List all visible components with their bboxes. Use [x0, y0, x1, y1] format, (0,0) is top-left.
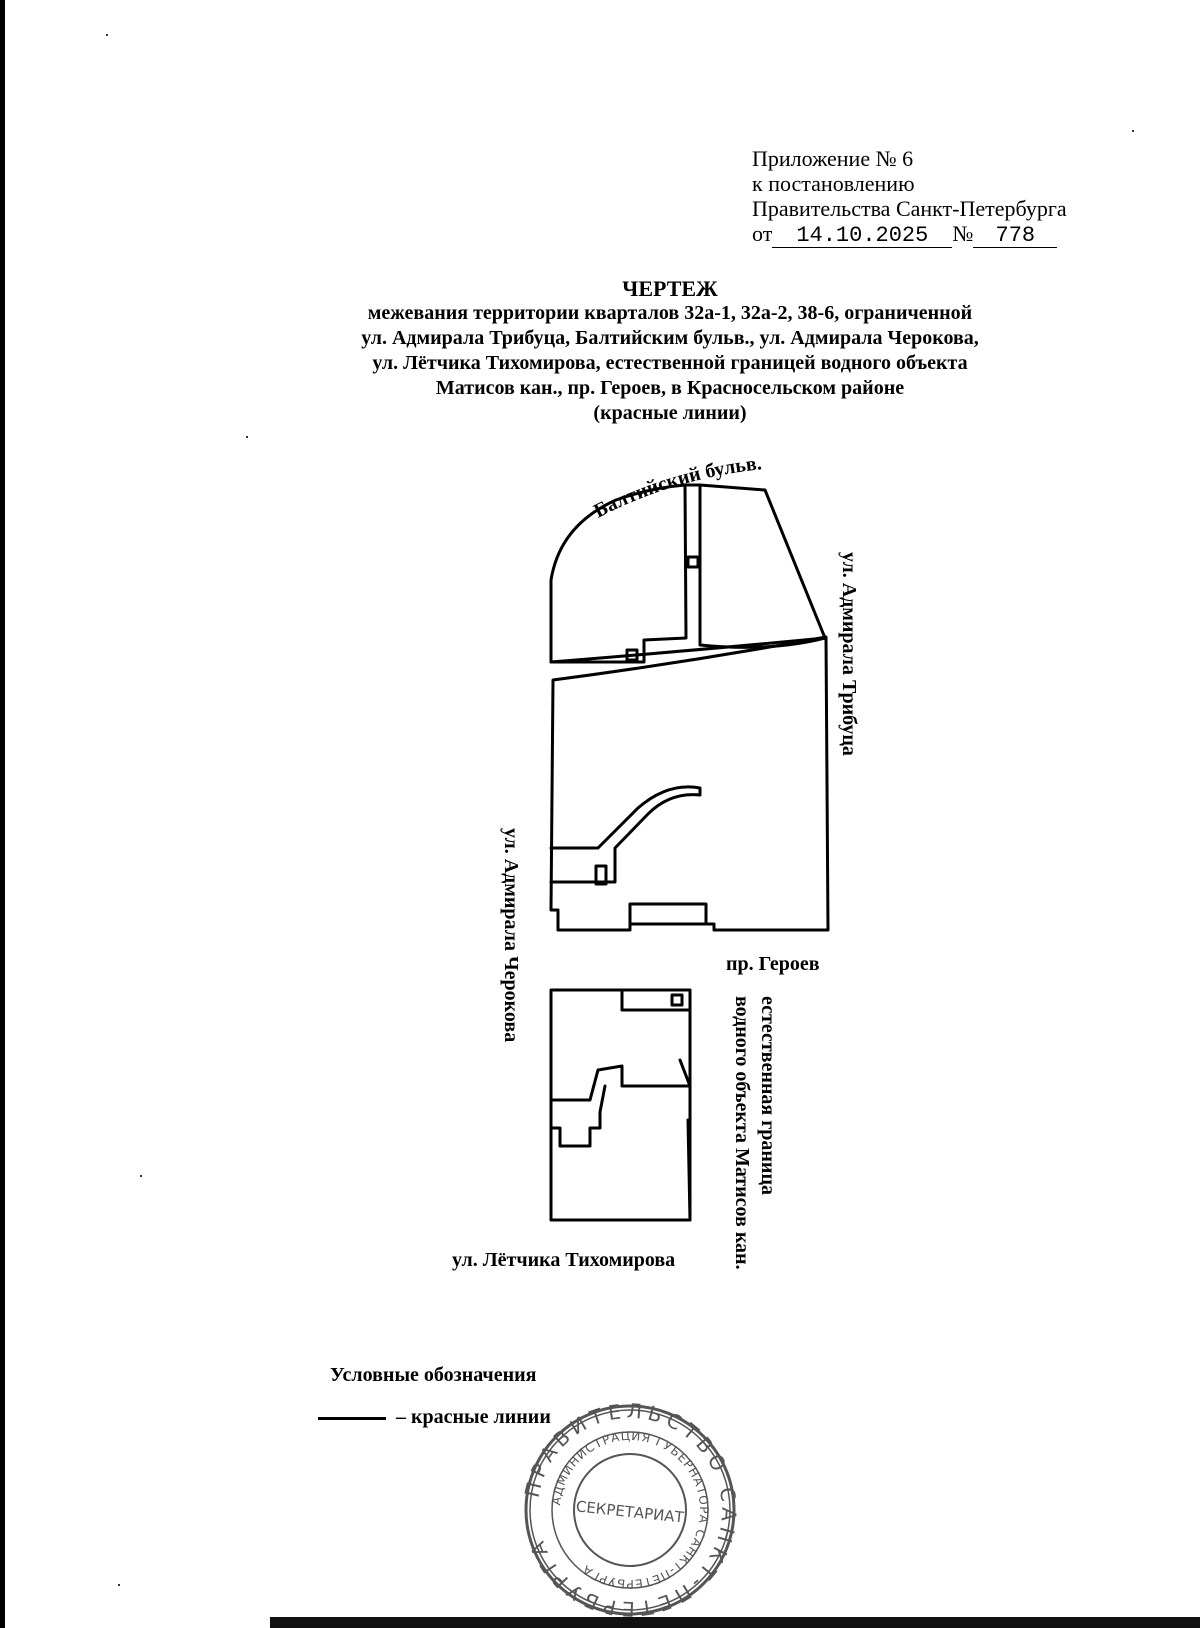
street-label-canal-line1: естественная граница: [757, 996, 779, 1195]
street-label-cherokova: ул. Адмирала Черокова: [500, 828, 522, 1043]
title-line: Матисов кан., пр. Героев, в Красносельском районе: [435, 377, 905, 399]
red-line-central-block: [551, 637, 828, 930]
official-stamp: [520, 1399, 742, 1622]
red-line-south-contour: [551, 1066, 688, 1100]
title-line: (красные линии): [593, 402, 747, 424]
red-line-small-square: [688, 557, 698, 567]
appendix-government: Правительства Санкт-Петербурга: [752, 196, 1067, 221]
resolution-date: 14.10.2025: [772, 225, 952, 248]
red-line-south-upper-right: [622, 990, 690, 1010]
red-line-southern-block: [551, 990, 690, 1220]
appendix-to-resolution: к постановлению: [752, 171, 915, 196]
stamp-outer-text: ПРАВИТЕЛЬСТВО САНКТ-ПЕТЕРБУРГА: [519, 1398, 742, 1622]
red-line-bottom-bay: [630, 904, 706, 924]
street-label-tributsa: ул. Адмирала Трибуца: [838, 552, 860, 756]
red-line-south-contour-2: [551, 1086, 605, 1146]
street-label-geroev: пр. Героев: [726, 953, 820, 975]
red-line-curved-street: [551, 638, 825, 662]
red-line-small-square: [672, 995, 682, 1005]
title-heading: ЧЕРТЕЖ: [622, 276, 718, 301]
red-line-inner-contour: [551, 787, 700, 882]
street-label-baltiysky: Балтийский бульв.: [590, 452, 763, 523]
legend-red-line-swatch: [318, 1417, 386, 1420]
legend-title: Условные обозначения: [330, 1364, 537, 1386]
title-line: межевания территории кварталов 32а-1, 32а-2, 38-6, ограниченной: [367, 302, 973, 324]
title-line: ул. Адмирала Трибуца, Балтийским бульв., ул. Адмирала Черокова,: [361, 327, 979, 349]
red-line-right-edge: [688, 1120, 690, 1220]
legend-red-lines-label: – красные линии: [396, 1406, 551, 1428]
street-label-canal-line2: водного объекта Матисов кан.: [731, 996, 753, 1270]
stamp-middle-text: АДМИНИСТРАЦИЯ ГУБЕРНАТОРА САНКТ-ПЕТЕРБУРГА: [549, 1428, 712, 1592]
title-line: ул. Лётчика Тихомирова, естественной границей водного объекта: [372, 352, 968, 374]
stamp-center-text: СЕКРЕТАРИАТ: [575, 1497, 685, 1527]
street-label-tikhomirova: ул. Лётчика Тихомирова: [452, 1249, 676, 1271]
resolution-number: 778: [973, 225, 1057, 248]
appendix-number: Приложение № 6: [752, 146, 914, 171]
date-prefix: от: [752, 221, 773, 246]
number-prefix: №: [952, 221, 974, 246]
red-line-upper-right-block: [700, 485, 825, 647]
